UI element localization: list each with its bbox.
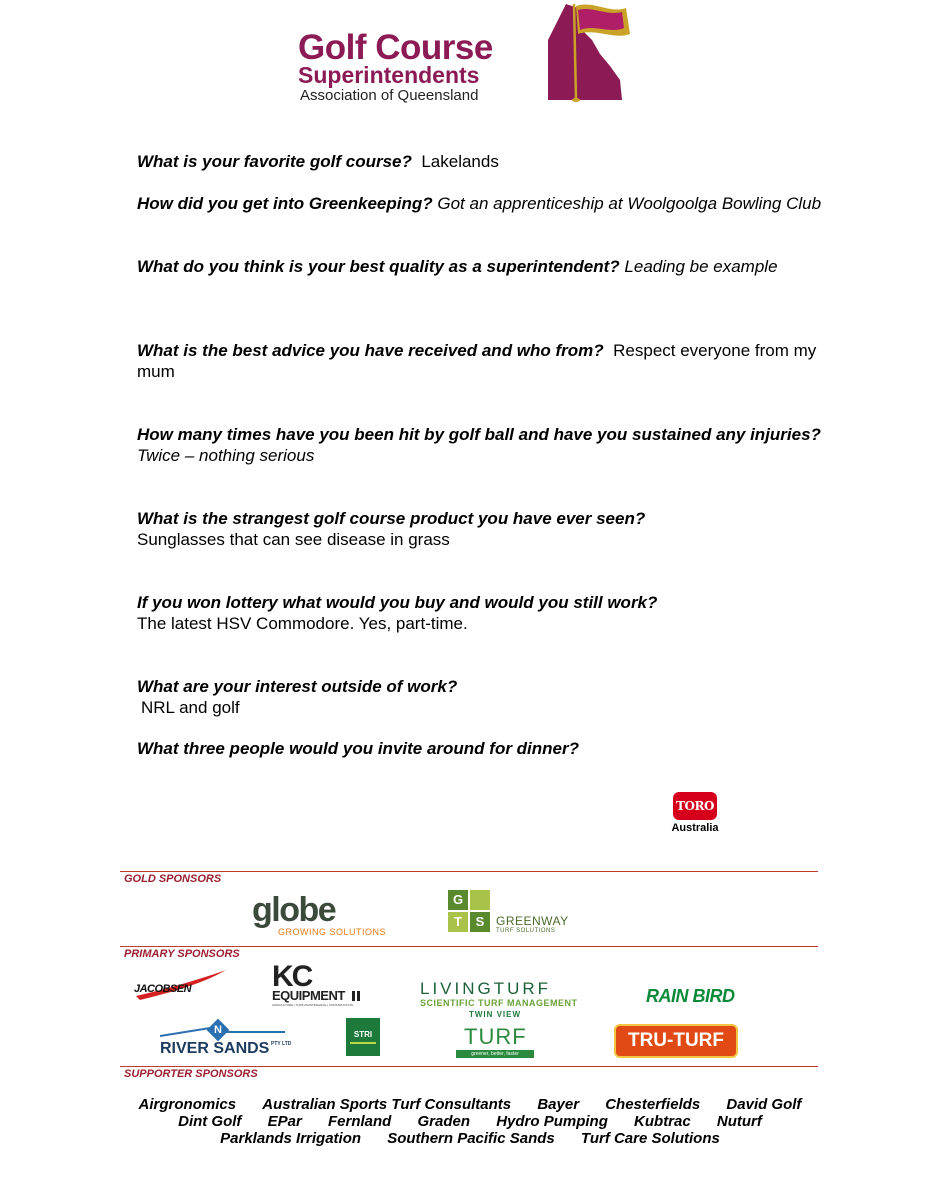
question: What are your interest outside of work? <box>137 677 458 696</box>
globe-name: globe <box>252 891 336 929</box>
supporter-item: Southern Pacific Sands <box>387 1130 555 1147</box>
tru-turf-name: TRU-TURF <box>627 1030 725 1051</box>
answer: Got an apprenticeship at Woolgoolga Bowling Club <box>437 194 822 213</box>
greenway-subtitle: TURF SOLUTIONS <box>496 928 556 934</box>
supporter-item: Nuturf <box>716 1113 762 1130</box>
qa-item-6 <box>137 508 827 550</box>
supporter-item: Graden <box>417 1113 471 1130</box>
twin-view-tagline: greener, better, faster <box>456 1050 534 1058</box>
question: What is your favorite golf course? <box>137 152 412 171</box>
stri-logo <box>346 1018 380 1056</box>
kc-equipment-logo <box>272 962 376 1006</box>
supporter-item: Airgronomics <box>138 1096 237 1113</box>
qa-item-9 <box>137 738 827 759</box>
toro-logo <box>664 792 726 834</box>
tru-turf-logo <box>614 1024 738 1058</box>
answer: Sunglasses that can see disease in grass <box>137 530 450 549</box>
supporter-item: Parklands Irrigation <box>220 1130 362 1147</box>
gts-letter-g: G <box>448 890 468 910</box>
primary-sponsors-label: PRIMARY SPONSORS <box>124 948 240 960</box>
qa-item-5 <box>137 424 827 466</box>
divider <box>120 871 818 872</box>
rainbird-name: RAIN BIRD <box>646 986 735 1006</box>
answer: Twice – nothing serious <box>137 446 315 465</box>
supporter-item: EPar <box>267 1113 302 1130</box>
question: What is the best advice you have received and who from? <box>137 341 604 360</box>
supporter-item: Australian Sports Turf Consultants <box>262 1096 512 1113</box>
stri-stripe <box>350 1042 376 1044</box>
supporter-item: Fernland <box>327 1113 392 1130</box>
queensland-flag-icon <box>538 0 643 106</box>
supporter-row <box>120 1096 820 1113</box>
jacobsen-name: JACOBSEN <box>134 983 192 995</box>
livingturf-subtitle: SCIENTIFIC TURF MANAGEMENT <box>420 998 578 1008</box>
kc-subtitle: AGRICULTURE | TURF MAINTENANCE | CONSTRUCTION <box>272 1003 353 1007</box>
stri-name: STRI <box>353 1030 373 1039</box>
kc-bar <box>352 991 355 1001</box>
twin-view-top: TWIN VIEW <box>468 1010 522 1019</box>
qa-item-8 <box>137 676 827 718</box>
livingturf-name: LIVINGTURF <box>420 979 552 998</box>
question: What do you think is your best quality as a superintendent? <box>137 257 620 276</box>
supporter-item: Dint Golf <box>178 1113 242 1130</box>
supporter-row <box>120 1130 820 1147</box>
river-sands-badge-letter: N <box>214 1023 222 1036</box>
greenway-name: GREENWAY <box>496 914 569 928</box>
question: If you won lottery what would you buy and would you still work? <box>137 593 658 612</box>
toro-badge: TORO <box>673 792 717 820</box>
twin-view-turf-logo <box>454 1010 536 1060</box>
gts-mark <box>448 890 492 934</box>
supporter-sponsors-label: SUPPORTER SPONSORS <box>124 1068 258 1080</box>
supporter-sponsors-list <box>120 1096 820 1147</box>
gts-letter-t: T <box>448 912 468 932</box>
toro-subtitle: Australia <box>671 822 719 834</box>
kc-letters: KC <box>272 960 312 993</box>
gts-letter-s: S <box>470 912 490 932</box>
supporter-row <box>120 1113 820 1130</box>
qa-item-3 <box>137 256 827 277</box>
logo-line3: Association of Queensland <box>300 87 479 104</box>
supporter-item: Kubtrac <box>634 1113 691 1130</box>
livingturf-logo <box>420 980 578 1008</box>
question: What three people would you invite around for dinner? <box>137 739 580 758</box>
supporter-item: Chesterfields <box>605 1096 701 1113</box>
gts-tile <box>470 890 490 910</box>
supporter-item: David Golf <box>726 1096 802 1113</box>
globe-subtitle: GROWING SOLUTIONS <box>278 927 387 937</box>
river-sands-suffix: PTY LTD <box>271 1041 292 1047</box>
river-sands-logo <box>160 1022 292 1060</box>
answer: Lakelands <box>421 152 499 171</box>
kc-name: EQUIPMENT <box>272 988 345 1003</box>
supporter-item: Turf Care Solutions <box>580 1130 720 1147</box>
answer: Respect everyone from my mum <box>137 341 817 381</box>
answer: Leading be example <box>624 257 778 276</box>
qa-item-2 <box>137 193 827 214</box>
qa-item-4 <box>137 340 827 382</box>
question: What is the strangest golf course product you have ever seen? <box>137 509 646 528</box>
gcsaq-logo <box>298 0 643 108</box>
answer: NRL and golf <box>141 698 240 717</box>
jacobsen-logo <box>132 968 230 1002</box>
qa-item-1 <box>137 151 827 172</box>
supporter-item: Hydro Pumping <box>496 1113 608 1130</box>
twin-view-word: TURF <box>464 1024 527 1049</box>
gold-sponsors-label: GOLD SPONSORS <box>124 873 222 885</box>
supporter-item: Bayer <box>537 1096 580 1113</box>
logo-line2: Superintendents <box>298 62 480 88</box>
divider <box>120 946 818 947</box>
question: How many times have you been hit by golf ball and have you sustained any injuries? <box>137 425 821 444</box>
logo-line1: Golf Course <box>298 28 493 67</box>
question: How did you get into Greenkeeping? <box>137 194 433 213</box>
qa-item-7 <box>137 592 827 634</box>
divider <box>120 1066 818 1067</box>
globe-logo <box>252 893 386 937</box>
kc-bar <box>357 991 360 1001</box>
river-sands-name: RIVER SANDS <box>160 1040 270 1057</box>
answer: The latest HSV Commodore. Yes, part-time. <box>137 614 468 633</box>
